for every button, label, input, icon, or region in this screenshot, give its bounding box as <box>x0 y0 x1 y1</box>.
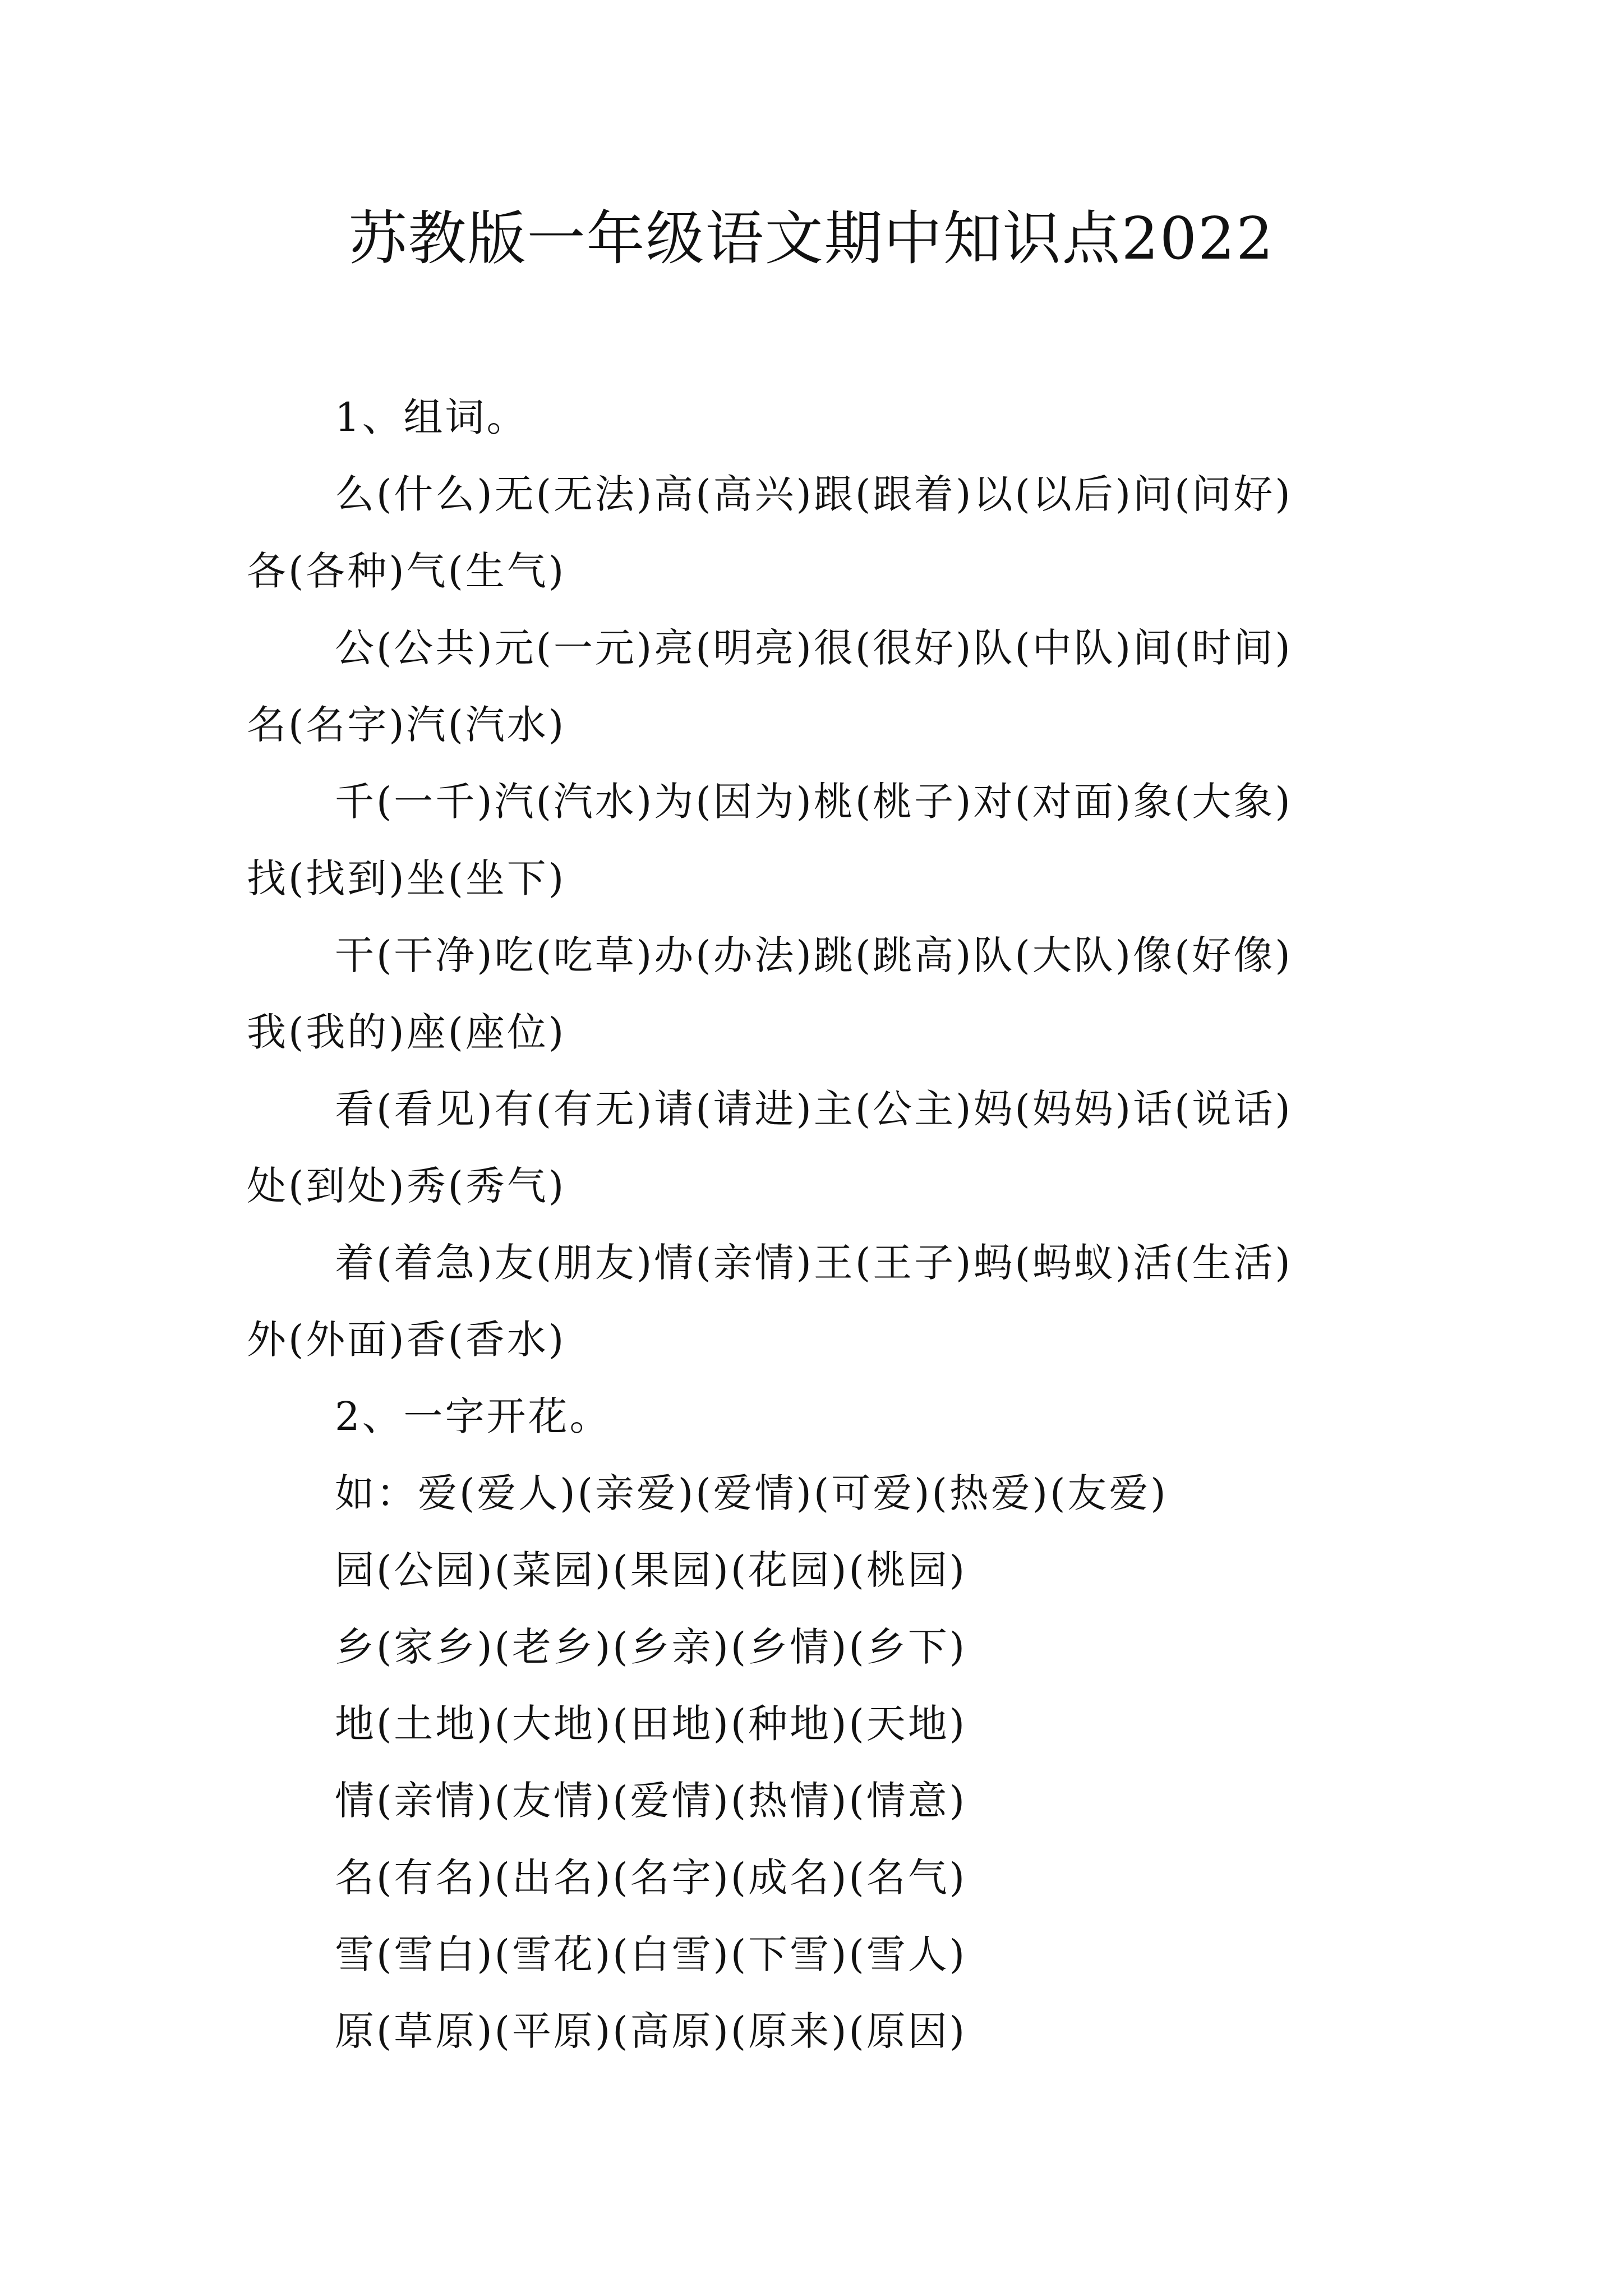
text-line: 着(着急)友(朋友)情(亲情)王(王子)蚂(蚂蚁)活(生活) <box>335 1240 1293 1286</box>
text-line: 雪(雪白)(雪花)(白雪)(下雪)(雪人) <box>335 1931 967 1977</box>
text-line: 乡(家乡)(老乡)(乡亲)(乡情)(乡下) <box>335 1624 967 1670</box>
text-line: 园(公园)(菜园)(果园)(花园)(桃园) <box>335 1547 967 1593</box>
text-line: 原(草原)(平原)(高原)(原来)(原因) <box>335 2008 967 2054</box>
text-line: 地(土地)(大地)(田地)(种地)(天地) <box>335 1701 967 1747</box>
text-line: 名(名字)汽(汽水) <box>247 702 566 748</box>
text-line: 如：爱(爱人)(亲爱)(爱情)(可爱)(热爱)(友爱) <box>335 1470 1168 1516</box>
text-line: 处(到处)秀(秀气) <box>247 1163 566 1209</box>
text-line: 各(各种)气(生气) <box>247 548 566 594</box>
text-line: 我(我的)座(座位) <box>247 1009 566 1055</box>
text-line: 找(找到)坐(坐下) <box>247 855 566 901</box>
text-line: 干(干净)吃(吃草)办(办法)跳(跳高)队(大队)像(好像) <box>335 932 1293 978</box>
text-line: 公(公共)元(一元)亮(明亮)很(很好)队(中队)间(时间) <box>335 625 1293 671</box>
document-body <box>247 379 1396 2070</box>
document-title: 苏教版一年级语文期中知识点2022 <box>348 204 1275 273</box>
text-line: 1、组词。 <box>335 394 528 440</box>
text-line: 么(什么)无(无法)高(高兴)跟(跟着)以(以后)问(问好) <box>335 471 1293 517</box>
text-line: 情(亲情)(友情)(爱情)(热情)(情意) <box>335 1778 967 1824</box>
text-line: 外(外面)香(香水) <box>247 1317 566 1363</box>
text-line: 看(看见)有(有无)请(请进)主(公主)妈(妈妈)话(说话) <box>335 1086 1293 1132</box>
text-line: 千(一千)汽(汽水)为(因为)桃(桃子)对(对面)象(大象) <box>335 779 1293 825</box>
section-heading: 2、一字开花。 <box>335 1393 611 1439</box>
text-line: 名(有名)(出名)(名字)(成名)(名气) <box>335 1855 967 1901</box>
